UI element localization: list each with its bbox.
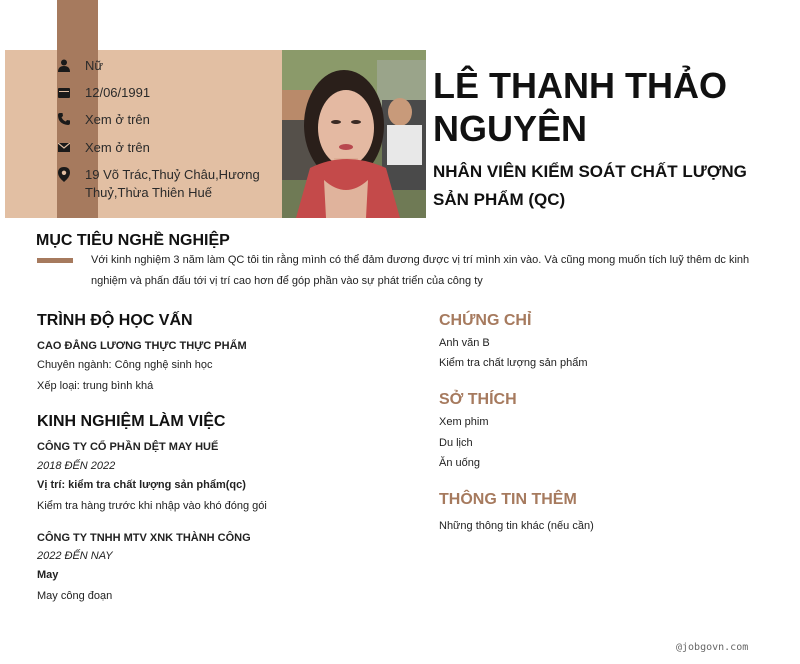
job-description: Kiểm tra hàng trước khi nhập vào khó đóng gói — [37, 500, 267, 512]
certificate-item: Kiểm tra chất lượng sản phẩm — [439, 357, 588, 369]
job-title: NHÂN VIÊN KIỂM SOÁT CHẤT LƯỢNG SẢN PHẨM (QC) — [433, 162, 747, 209]
job-position: May — [37, 569, 59, 581]
phone-icon — [57, 112, 71, 126]
hobbies-heading: SỞ THÍCH — [439, 391, 517, 408]
education-grade: Xếp loại: trung bình khá — [37, 380, 154, 392]
education-major: Chuyên ngành: Công nghệ sinh học — [37, 359, 213, 371]
contact-gender-text: Nữ — [85, 58, 104, 73]
watermark: @jobgovn.com — [676, 642, 749, 653]
hobby-item: Ăn uống — [439, 457, 480, 469]
education-heading: TRÌNH ĐỘ HỌC VẤN — [37, 312, 193, 329]
certificates-heading: CHỨNG CHỈ — [439, 312, 532, 329]
objective-text: Với kinh nghiệm 3 năm làm QC tôi tin rằng mình có thể đảm đương được vị trí mình xin vào. Và cũng mong muốn tích luỹ thêm dc kinh nghiệm và phấn đấu tới vị trí cao hơn để góp phần vào sự phát triển của công ty — [91, 254, 750, 287]
candidate-name: LÊ THANH THẢO NGUYÊN — [433, 65, 727, 149]
hobby-item: Xem phim — [439, 416, 489, 428]
job-period: 2018 ĐẾN 2022 — [37, 460, 116, 472]
contact-birthday-text: 12/06/1991 — [85, 85, 151, 100]
mail-icon — [57, 140, 71, 154]
experience-heading: KINH NGHIỆM LÀM VIỆC — [37, 413, 226, 430]
contact-address-text: 19 Võ Trác,Thuỷ Châu,Hương Thuỷ,Thừa Thiên Huế — [85, 167, 260, 200]
education-school: CAO ĐẲNG LƯƠNG THỰC THỰC PHẨM — [37, 340, 247, 352]
objective-heading: MỤC TIÊU NGHỀ NGHIỆP — [36, 232, 230, 249]
job-period: 2022 ĐẾN NAY — [37, 550, 113, 562]
job-position: Vị trí: kiểm tra chất lượng sản phẩm(qc) — [37, 479, 246, 491]
job-company: CÔNG TY TNHH MTV XNK THÀNH CÔNG — [37, 532, 251, 544]
person-icon — [57, 58, 71, 72]
job-description: May công đoạn — [37, 590, 113, 602]
certificate-item: Anh văn B — [439, 337, 490, 349]
profile-photo — [282, 50, 426, 218]
contact-phone-text: Xem ở trên — [85, 112, 150, 127]
hobby-item: Du lịch — [439, 437, 473, 449]
extra-info-heading: THÔNG TIN THÊM — [439, 491, 577, 508]
job-company: CÔNG TY CỔ PHẦN DỆT MAY HUẾ — [37, 441, 219, 453]
location-pin-icon — [57, 167, 71, 181]
extra-info-text: Những thông tin khác (nếu cần) — [439, 520, 594, 532]
objective-accent-bar — [37, 258, 73, 263]
calendar-icon — [57, 85, 71, 99]
contact-email-text: Xem ở trên — [85, 140, 150, 155]
